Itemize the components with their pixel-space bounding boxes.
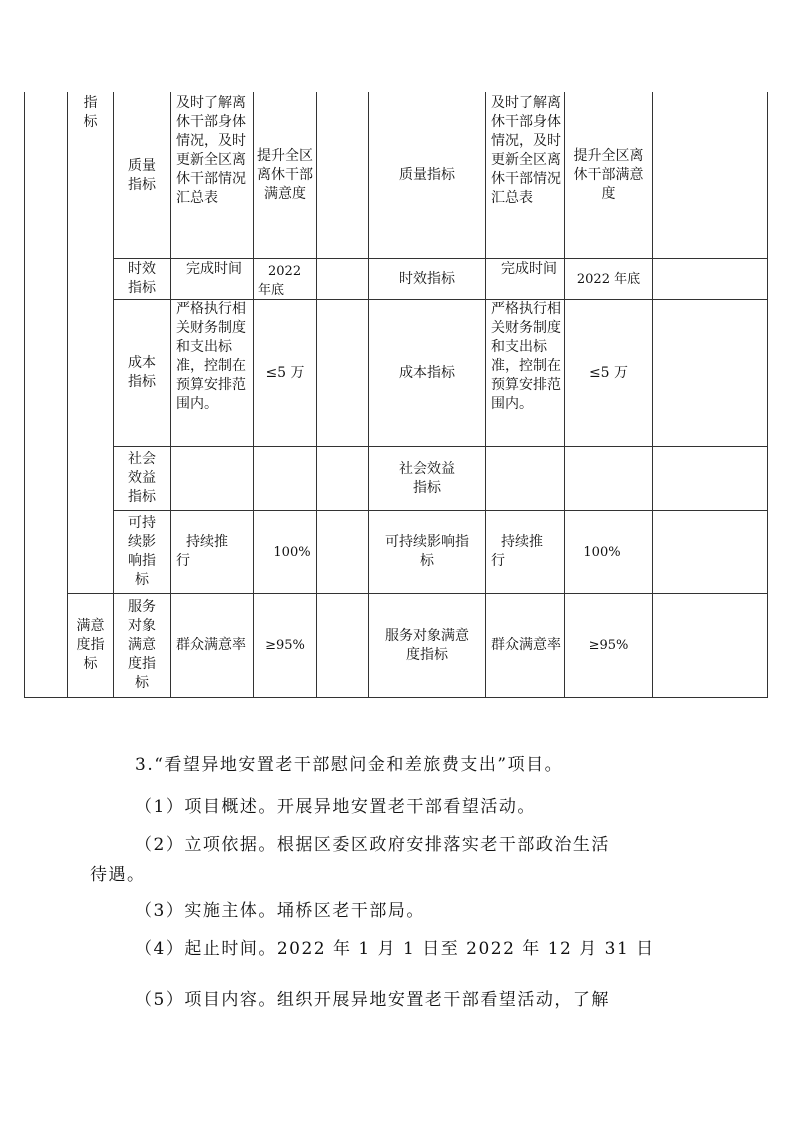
table-border bbox=[767, 92, 768, 698]
table-border bbox=[316, 92, 317, 698]
row-name-time: 时效指标 bbox=[128, 261, 156, 296]
row-value-quality: 提升全区离休干部满意度 bbox=[257, 148, 313, 202]
row-name-sustain: 可持续影响指标 bbox=[128, 515, 156, 588]
row-name2-cost: 成本指标 bbox=[399, 364, 455, 381]
row-content-satisfaction: 群众满意率 bbox=[176, 637, 246, 653]
row-name-satisfaction: 服务对象满意度指标 bbox=[128, 599, 156, 691]
row-name2-social: 社会效益指标 bbox=[399, 460, 455, 496]
table-border bbox=[485, 92, 486, 698]
group-satisfaction: 满意度指标 bbox=[76, 618, 105, 672]
table-border bbox=[170, 92, 171, 698]
row-name2-satisfaction: 服务对象满意度指标 bbox=[385, 627, 469, 663]
paragraph-subject: （3）实施主体。埇桥区老干部局。 bbox=[135, 901, 425, 921]
paragraph-content: （5）项目内容。组织开展异地安置老干部看望活动，了解 bbox=[135, 990, 610, 1010]
row-value2-satisfaction: ≥95% bbox=[588, 638, 629, 653]
row-content2-quality: 及时了解离休干部身体情况，及时更新全区离休干部情况汇总表 bbox=[491, 95, 561, 206]
row-value2-cost: ≤5 万 bbox=[588, 364, 629, 381]
row-content2-cost: 严格执行相关财务制度和支出标准，控制在预算安排范围内。 bbox=[491, 301, 561, 412]
row-content-quality: 及时了解离休干部身体情况，及时更新全区离休干部情况汇总表 bbox=[176, 95, 246, 206]
row-name-cost: 成本指标 bbox=[128, 355, 156, 390]
row-value2-time: 2022 年底 bbox=[576, 271, 641, 287]
table-border bbox=[652, 92, 653, 698]
row-content-cost: 严格执行相关财务制度和支出标准，控制在预算安排范围内。 bbox=[176, 301, 246, 412]
table-border bbox=[24, 92, 25, 698]
row-content-time: 完成时间 bbox=[186, 261, 242, 277]
paragraph-period: （4）起止时间。2022 年 1 月 1 日至 2022 年 12 月 31 日 bbox=[135, 939, 655, 959]
row-value2-quality: 提升全区离休干部满意度 bbox=[573, 148, 644, 202]
row-value2-sustain: 100% bbox=[583, 544, 621, 560]
outer-group-label: 指标 bbox=[83, 95, 98, 130]
row-value-satisfaction: ≥95% bbox=[265, 638, 305, 653]
table-border bbox=[24, 697, 768, 698]
row-content-sustain: 持续推行 bbox=[176, 534, 228, 569]
row-content2-sustain: 持续推行 bbox=[491, 534, 543, 569]
paragraph-heading: 3.“看望异地安置老干部慰问金和差旅费支出”项目。 bbox=[135, 755, 564, 775]
row-name-quality: 质量指标 bbox=[128, 157, 156, 193]
row-content2-time: 完成时间 bbox=[501, 261, 557, 277]
row-value-cost: ≤5 万 bbox=[265, 364, 305, 381]
row-value-time: 2022年底 bbox=[258, 264, 302, 298]
paragraph-overview: （1）项目概述。开展异地安置老干部看望活动。 bbox=[135, 797, 536, 817]
row-name-social: 社会效益指标 bbox=[128, 451, 156, 505]
row-value-sustain: 100% bbox=[273, 544, 311, 560]
row-content2-satisfaction: 群众满意率 bbox=[491, 637, 561, 653]
paragraph-basis: （2）立项依据。根据区委区政府安排落实老干部政治生活 bbox=[135, 835, 610, 855]
row-name2-quality: 质量指标 bbox=[399, 167, 455, 183]
row-name2-time: 时效指标 bbox=[399, 270, 455, 287]
paragraph-basis-cont: 待遇。 bbox=[90, 865, 146, 885]
row-name2-sustain: 可持续影响指标 bbox=[385, 534, 469, 569]
